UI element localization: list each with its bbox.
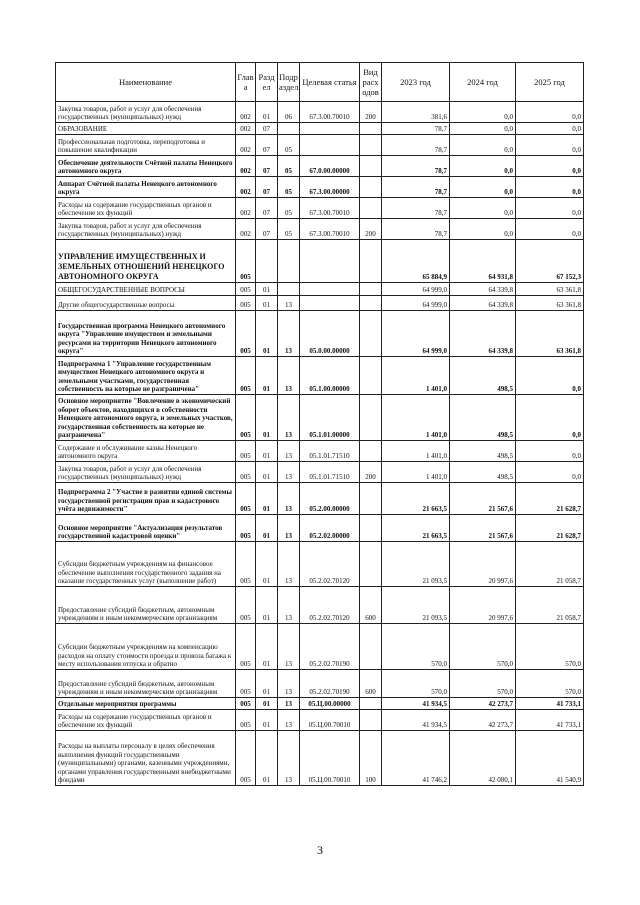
cell-glava: 005 bbox=[236, 710, 256, 731]
table-row bbox=[56, 483, 584, 515]
cell-vid: 200 bbox=[360, 219, 382, 240]
cell-y2024: 42 080,1 bbox=[450, 731, 516, 786]
cell-name: Расходы на выплаты персоналу в целях обеспечения выполнения функций государственными (муниципальными) органами, казенными учреждениями, органами управления государственными внебюджетными фондами bbox=[56, 731, 236, 786]
cell-name: Подпрограмма 1 "Управление государственным имуществом Ненецкого автономного округа и земельными участками, государственная собственность на которые не разграничена" bbox=[56, 357, 236, 395]
cell-y2023: 41 934,5 bbox=[382, 698, 450, 710]
cell-glava: 002 bbox=[236, 156, 256, 177]
cell-y2025: 41 733,1 bbox=[516, 710, 584, 731]
table-row bbox=[56, 283, 584, 296]
cell-y2024: 64 339,8 bbox=[450, 311, 516, 357]
cell-y2023: 21 663,5 bbox=[382, 483, 450, 515]
cell-y2024: 0,0 bbox=[450, 177, 516, 198]
cell-podrazdel: 13 bbox=[278, 670, 300, 698]
cell-glava: 005 bbox=[236, 296, 256, 311]
table-row bbox=[56, 219, 584, 240]
cell-razdel: 01 bbox=[256, 102, 278, 123]
cell-y2023: 64 999,0 bbox=[382, 283, 450, 296]
cell-razdel: 07 bbox=[256, 123, 278, 135]
cell-vid bbox=[360, 698, 382, 710]
cell-razdel: 01 bbox=[256, 462, 278, 483]
cell-y2024: 570,0 bbox=[450, 670, 516, 698]
table-row bbox=[56, 177, 584, 198]
cell-y2024: 498,5 bbox=[450, 357, 516, 395]
cell-razdel: 07 bbox=[256, 177, 278, 198]
cell-podrazdel: 13 bbox=[278, 587, 300, 624]
cell-target: 67.3.00.00000 bbox=[300, 177, 360, 198]
cell-name: Предоставление субсидий бюджетным, автономным учреждениям и иным некоммерческим организациям bbox=[56, 670, 236, 698]
cell-podrazdel bbox=[278, 240, 300, 283]
table-row bbox=[56, 123, 584, 135]
cell-name: Профессиональная подготовка, переподготовка и повышение квалификации bbox=[56, 135, 236, 156]
cell-target bbox=[300, 123, 360, 135]
cell-y2023: 65 884,9 bbox=[382, 240, 450, 283]
cell-glava: 002 bbox=[236, 219, 256, 240]
cell-razdel: 01 bbox=[256, 670, 278, 698]
cell-y2023: 1 401,0 bbox=[382, 462, 450, 483]
cell-y2023: 21 663,5 bbox=[382, 515, 450, 542]
cell-y2025: 41 540,9 bbox=[516, 731, 584, 786]
cell-razdel: 01 bbox=[256, 731, 278, 786]
cell-y2025: 0,0 bbox=[516, 462, 584, 483]
cell-podrazdel: 13 bbox=[278, 710, 300, 731]
cell-razdel: 01 bbox=[256, 587, 278, 624]
cell-y2025: 0,0 bbox=[516, 177, 584, 198]
cell-target: 67.3.00.70010 bbox=[300, 102, 360, 123]
cell-vid bbox=[360, 123, 382, 135]
cell-podrazdel bbox=[278, 283, 300, 296]
cell-vid bbox=[360, 395, 382, 441]
cell-y2024: 0,0 bbox=[450, 219, 516, 240]
cell-vid bbox=[360, 177, 382, 198]
cell-y2023: 64 999,0 bbox=[382, 296, 450, 311]
cell-y2025: 570,0 bbox=[516, 624, 584, 670]
cell-name: Закупка товаров, работ и услуг для обеспечения государственных (муниципальных) нужд bbox=[56, 462, 236, 483]
cell-razdel: 01 bbox=[256, 395, 278, 441]
cell-glava: 005 bbox=[236, 542, 256, 587]
cell-glava: 005 bbox=[236, 698, 256, 710]
cell-y2024: 64 339,8 bbox=[450, 296, 516, 311]
cell-y2025: 41 733,1 bbox=[516, 698, 584, 710]
cell-vid bbox=[360, 135, 382, 156]
cell-name: Аппарат Счётной палаты Ненецкого автономного округа bbox=[56, 177, 236, 198]
cell-razdel: 01 bbox=[256, 483, 278, 515]
cell-vid bbox=[360, 710, 382, 731]
cell-y2025: 63 361,8 bbox=[516, 311, 584, 357]
cell-target bbox=[300, 283, 360, 296]
cell-vid bbox=[360, 542, 382, 587]
cell-podrazdel: 13 bbox=[278, 542, 300, 587]
cell-razdel bbox=[256, 240, 278, 283]
cell-razdel: 07 bbox=[256, 135, 278, 156]
cell-y2025: 0,0 bbox=[516, 441, 584, 462]
cell-name: Расходы на содержание государственных органов и обеспечение их функций bbox=[56, 198, 236, 219]
header-target: Целевая статья bbox=[300, 63, 360, 102]
cell-y2025: 0,0 bbox=[516, 395, 584, 441]
cell-glava: 005 bbox=[236, 311, 256, 357]
cell-y2023: 41 934,5 bbox=[382, 710, 450, 731]
cell-y2023: 1 401,0 bbox=[382, 395, 450, 441]
cell-y2024: 42 273,7 bbox=[450, 710, 516, 731]
table-row bbox=[56, 731, 584, 786]
cell-glava: 005 bbox=[236, 587, 256, 624]
table-row bbox=[56, 357, 584, 395]
cell-y2023: 21 093,5 bbox=[382, 587, 450, 624]
cell-target: 05.2.00.00000 bbox=[300, 483, 360, 515]
cell-podrazdel: 05 bbox=[278, 198, 300, 219]
cell-y2025: 570,0 bbox=[516, 670, 584, 698]
cell-razdel: 01 bbox=[256, 357, 278, 395]
cell-glava: 005 bbox=[236, 395, 256, 441]
table-row bbox=[56, 240, 584, 283]
cell-y2023: 78,7 bbox=[382, 135, 450, 156]
cell-target: 05.2.02.70120 bbox=[300, 542, 360, 587]
cell-y2024: 20 997,6 bbox=[450, 542, 516, 587]
cell-vid bbox=[360, 283, 382, 296]
cell-target bbox=[300, 135, 360, 156]
cell-name: Подпрограмма 2 "Участие в развитии единой системы государственной регистрации прав и кадастрового учёта недвижимости" bbox=[56, 483, 236, 515]
cell-y2024: 21 567,6 bbox=[450, 483, 516, 515]
header-vid: Вид расх одов bbox=[360, 63, 382, 102]
table-row bbox=[56, 395, 584, 441]
cell-y2023: 78,7 bbox=[382, 177, 450, 198]
cell-glava: 005 bbox=[236, 441, 256, 462]
cell-y2024: 0,0 bbox=[450, 135, 516, 156]
cell-vid bbox=[360, 156, 382, 177]
cell-y2023: 41 746,2 bbox=[382, 731, 450, 786]
cell-razdel: 01 bbox=[256, 698, 278, 710]
cell-glava: 002 bbox=[236, 102, 256, 123]
cell-y2024: 0,0 bbox=[450, 198, 516, 219]
cell-y2025: 0,0 bbox=[516, 102, 584, 123]
cell-y2025: 0,0 bbox=[516, 135, 584, 156]
cell-target: 05.1.01.00000 bbox=[300, 395, 360, 441]
cell-target: 05.1.01.71510 bbox=[300, 462, 360, 483]
cell-vid bbox=[360, 198, 382, 219]
cell-glava: 002 bbox=[236, 123, 256, 135]
cell-razdel: 01 bbox=[256, 296, 278, 311]
cell-y2024: 0,0 bbox=[450, 156, 516, 177]
cell-vid bbox=[360, 357, 382, 395]
cell-y2024: 42 273,7 bbox=[450, 698, 516, 710]
cell-podrazdel: 13 bbox=[278, 462, 300, 483]
cell-name: Расходы на содержание государственных органов и обеспечение их функций bbox=[56, 710, 236, 731]
table-row bbox=[56, 710, 584, 731]
cell-name: Государственная программа Ненецкого автономного округа "Управление имуществом и земельными ресурсами на территории Ненецкого автономного округа" bbox=[56, 311, 236, 357]
cell-target: 05.Ц.00.70010 bbox=[300, 731, 360, 786]
header-razdel: Разд ел bbox=[256, 63, 278, 102]
cell-glava: 005 bbox=[236, 240, 256, 283]
cell-y2024: 20 997,6 bbox=[450, 587, 516, 624]
table-row bbox=[56, 670, 584, 698]
cell-y2023: 78,7 bbox=[382, 219, 450, 240]
cell-name: Основное мероприятие "Вовлечение в экономический оборот объектов, находящихся в собственности Ненецкого автономного округа, и земельных участков, государственная собственность на которые не разграничена" bbox=[56, 395, 236, 441]
cell-target: 05.1.00.00000 bbox=[300, 357, 360, 395]
cell-y2024: 0,0 bbox=[450, 123, 516, 135]
table-row bbox=[56, 587, 584, 624]
cell-y2023: 78,7 bbox=[382, 156, 450, 177]
cell-razdel: 01 bbox=[256, 624, 278, 670]
cell-podrazdel: 13 bbox=[278, 357, 300, 395]
budget-table bbox=[55, 62, 584, 786]
cell-y2023: 78,7 bbox=[382, 198, 450, 219]
cell-y2025: 0,0 bbox=[516, 123, 584, 135]
cell-y2023: 570,0 bbox=[382, 670, 450, 698]
header-glava: Глав а bbox=[236, 63, 256, 102]
cell-podrazdel: 13 bbox=[278, 296, 300, 311]
cell-razdel: 07 bbox=[256, 198, 278, 219]
cell-podrazdel: 05 bbox=[278, 156, 300, 177]
table-row bbox=[56, 102, 584, 123]
cell-y2025: 0,0 bbox=[516, 156, 584, 177]
cell-vid bbox=[360, 296, 382, 311]
cell-razdel: 01 bbox=[256, 515, 278, 542]
cell-razdel: 01 bbox=[256, 441, 278, 462]
cell-podrazdel: 13 bbox=[278, 624, 300, 670]
cell-target: 05.Ц.00.00000 bbox=[300, 698, 360, 710]
table-row bbox=[56, 441, 584, 462]
cell-target bbox=[300, 240, 360, 283]
cell-podrazdel bbox=[278, 123, 300, 135]
header-2025: 2025 год bbox=[516, 63, 584, 102]
cell-name: ОБРАЗОВАНИЕ bbox=[56, 123, 236, 135]
cell-vid bbox=[360, 441, 382, 462]
cell-vid bbox=[360, 624, 382, 670]
cell-name: Другие общегосударственные вопросы bbox=[56, 296, 236, 311]
cell-target: 67.3.00.70010 bbox=[300, 198, 360, 219]
cell-target: 67.3.00.70010 bbox=[300, 219, 360, 240]
table-row bbox=[56, 542, 584, 587]
cell-target: 05.1.01.71510 bbox=[300, 441, 360, 462]
cell-vid: 100 bbox=[360, 731, 382, 786]
cell-podrazdel: 05 bbox=[278, 177, 300, 198]
cell-target: 05.2.02.00000 bbox=[300, 515, 360, 542]
cell-podrazdel: 05 bbox=[278, 135, 300, 156]
cell-name: Обеспечение деятельности Счётной палаты Ненецкого автономного округа bbox=[56, 156, 236, 177]
cell-podrazdel: 13 bbox=[278, 311, 300, 357]
cell-name: Субсидии бюджетным учреждениям на финансовое обеспечение выполнения государственного задания на оказание государственных услуг (выполнение работ) bbox=[56, 542, 236, 587]
cell-vid bbox=[360, 483, 382, 515]
header-name: Наименование bbox=[56, 63, 236, 102]
cell-name: Содержание и обслуживание казны Ненецкого автономного округа bbox=[56, 441, 236, 462]
cell-vid: 200 bbox=[360, 102, 382, 123]
cell-vid bbox=[360, 311, 382, 357]
cell-name: Основное мероприятие "Актуализация результатов государственной кадастровой оценки" bbox=[56, 515, 236, 542]
cell-razdel: 01 bbox=[256, 542, 278, 587]
cell-y2023: 570,0 bbox=[382, 624, 450, 670]
cell-y2023: 1 401,0 bbox=[382, 441, 450, 462]
cell-target: 05.2.02.70190 bbox=[300, 670, 360, 698]
cell-y2024: 498,5 bbox=[450, 441, 516, 462]
cell-vid: 600 bbox=[360, 670, 382, 698]
cell-y2024: 498,5 bbox=[450, 395, 516, 441]
cell-y2025: 67 152,3 bbox=[516, 240, 584, 283]
cell-podrazdel: 13 bbox=[278, 395, 300, 441]
cell-podrazdel: 13 bbox=[278, 698, 300, 710]
page-number: 3 bbox=[317, 843, 323, 857]
cell-vid: 600 bbox=[360, 587, 382, 624]
cell-glava: 002 bbox=[236, 198, 256, 219]
cell-target: 05.Ц.00.70010 bbox=[300, 710, 360, 731]
cell-glava: 005 bbox=[236, 357, 256, 395]
table-row bbox=[56, 698, 584, 710]
cell-podrazdel: 05 bbox=[278, 219, 300, 240]
cell-vid bbox=[360, 515, 382, 542]
cell-target: 05.0.00.00000 bbox=[300, 311, 360, 357]
cell-y2024: 64 339,8 bbox=[450, 283, 516, 296]
cell-podrazdel: 13 bbox=[278, 515, 300, 542]
cell-vid: 200 bbox=[360, 462, 382, 483]
cell-name: Предоставление субсидий бюджетным, автономным учреждениям и иным некоммерческим организациям bbox=[56, 587, 236, 624]
cell-y2023: 78,7 bbox=[382, 123, 450, 135]
cell-name: Субсидии бюджетным учреждениям на компенсацию расходов на оплату стоимости проезда и провоза багажа к месту использования отпуска и обратно bbox=[56, 624, 236, 670]
cell-name: Закупка товаров, работ и услуг для обеспечения государственных (муниципальных) нужд bbox=[56, 102, 236, 123]
cell-vid bbox=[360, 240, 382, 283]
cell-glava: 005 bbox=[236, 624, 256, 670]
cell-y2023: 64 999,0 bbox=[382, 311, 450, 357]
cell-target bbox=[300, 296, 360, 311]
cell-target: 05.2.02.70120 bbox=[300, 587, 360, 624]
cell-razdel: 01 bbox=[256, 311, 278, 357]
cell-y2025: 63 361,8 bbox=[516, 283, 584, 296]
cell-razdel: 01 bbox=[256, 710, 278, 731]
cell-glava: 005 bbox=[236, 483, 256, 515]
cell-glava: 005 bbox=[236, 731, 256, 786]
table-row bbox=[56, 198, 584, 219]
table-row bbox=[56, 462, 584, 483]
header-2023: 2023 год bbox=[382, 63, 450, 102]
cell-razdel: 01 bbox=[256, 283, 278, 296]
cell-y2025: 0,0 bbox=[516, 357, 584, 395]
cell-name: ОБЩЕГОСУДАРСТВЕННЫЕ ВОПРОСЫ bbox=[56, 283, 236, 296]
cell-glava: 005 bbox=[236, 462, 256, 483]
table-row bbox=[56, 296, 584, 311]
cell-y2025: 63 361,8 bbox=[516, 296, 584, 311]
cell-y2024: 21 567,6 bbox=[450, 515, 516, 542]
cell-y2024: 498,5 bbox=[450, 462, 516, 483]
table-row bbox=[56, 156, 584, 177]
cell-glava: 005 bbox=[236, 283, 256, 296]
cell-podrazdel: 13 bbox=[278, 731, 300, 786]
cell-glava: 002 bbox=[236, 135, 256, 156]
cell-name: Отдельные мероприятия программы bbox=[56, 698, 236, 710]
cell-razdel: 07 bbox=[256, 219, 278, 240]
cell-podrazdel: 13 bbox=[278, 483, 300, 515]
cell-podrazdel: 06 bbox=[278, 102, 300, 123]
table-row bbox=[56, 311, 584, 357]
cell-glava: 002 bbox=[236, 177, 256, 198]
table-header-row bbox=[56, 63, 584, 102]
cell-name: Закупка товаров, работ и услуг для обеспечения государственных (муниципальных) нужд bbox=[56, 219, 236, 240]
table-row bbox=[56, 624, 584, 670]
cell-y2024: 570,0 bbox=[450, 624, 516, 670]
cell-y2025: 21 628,7 bbox=[516, 483, 584, 515]
cell-y2024: 0,0 bbox=[450, 102, 516, 123]
cell-y2025: 21 628,7 bbox=[516, 515, 584, 542]
cell-glava: 005 bbox=[236, 515, 256, 542]
cell-podrazdel: 13 bbox=[278, 441, 300, 462]
cell-y2023: 381,6 bbox=[382, 102, 450, 123]
header-2024: 2024 год bbox=[450, 63, 516, 102]
cell-y2025: 0,0 bbox=[516, 198, 584, 219]
cell-glava: 005 bbox=[236, 670, 256, 698]
cell-y2025: 21 058,7 bbox=[516, 542, 584, 587]
header-podrazdel: Подр аздел bbox=[278, 63, 300, 102]
cell-y2025: 0,0 bbox=[516, 219, 584, 240]
cell-y2024: 64 931,8 bbox=[450, 240, 516, 283]
cell-target: 05.2.02.70190 bbox=[300, 624, 360, 670]
table-row bbox=[56, 515, 584, 542]
cell-y2023: 1 401,0 bbox=[382, 357, 450, 395]
cell-target: 67.0.00.00000 bbox=[300, 156, 360, 177]
cell-razdel: 07 bbox=[256, 156, 278, 177]
cell-name: УПРАВЛЕНИЕ ИМУЩЕСТВЕННЫХ И ЗЕМЕЛЬНЫХ ОТНОШЕНИЙ НЕНЕЦКОГО АВТОНОМНОГО ОКРУГА bbox=[56, 240, 236, 283]
cell-y2023: 21 093,5 bbox=[382, 542, 450, 587]
table-row bbox=[56, 135, 584, 156]
cell-y2025: 21 058,7 bbox=[516, 587, 584, 624]
